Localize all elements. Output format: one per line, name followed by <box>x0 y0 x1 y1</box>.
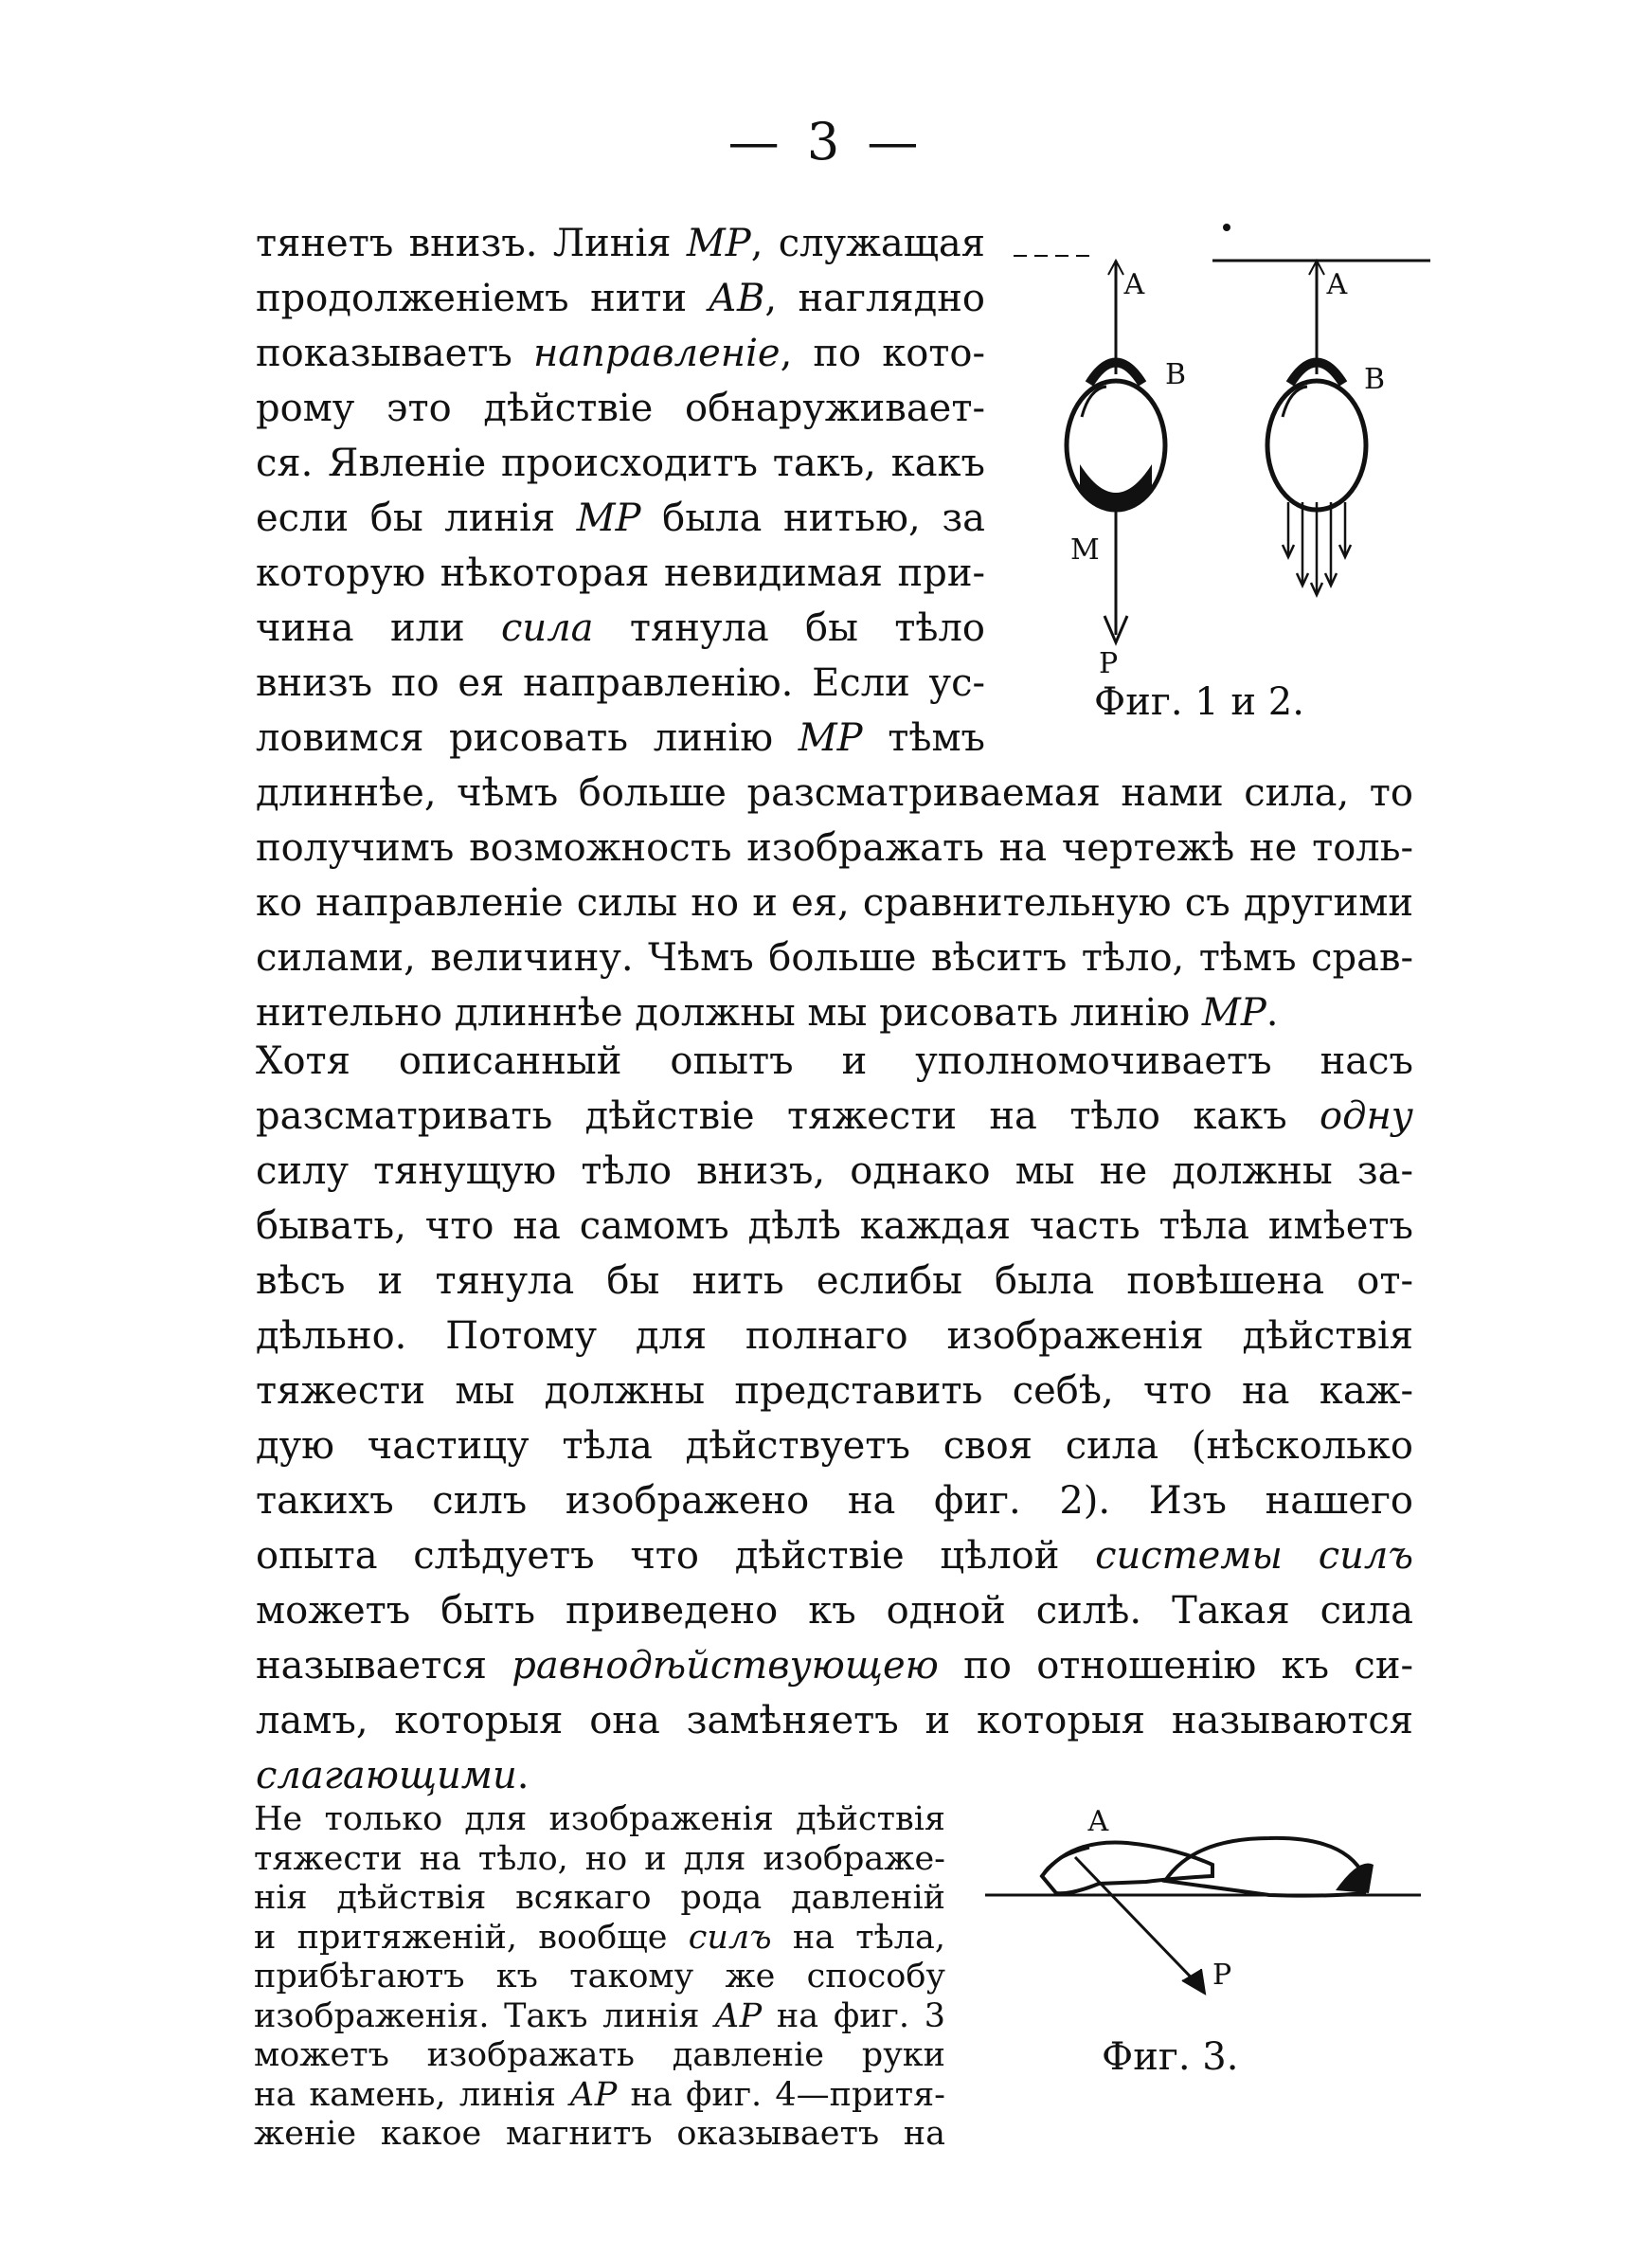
fig3-label-a: А <box>1087 1805 1109 1838</box>
text-span: на камень, линія <box>254 2075 570 2114</box>
text-line <box>256 495 985 542</box>
text-span: тяжести на тѣло, но и для изображе- <box>254 1839 945 1878</box>
text-span: по отношенію къ си- <box>938 1644 1413 1688</box>
text-span: ко направленіе силы но и ея, сравнительную съ другими <box>256 881 1413 925</box>
text-span: изображенія. Такъ линія <box>254 1996 715 2035</box>
emphasis-text: МР <box>686 222 751 265</box>
text-line <box>254 2115 945 2153</box>
text-line <box>256 1532 1413 1580</box>
text-span: на фиг. 4—притя- <box>617 2075 945 2114</box>
fig2-label-b: В <box>1364 363 1386 396</box>
text-line <box>256 1587 1413 1634</box>
text-line <box>254 1997 945 2035</box>
text-line <box>256 220 985 267</box>
text-line <box>254 1879 945 1917</box>
emphasis-text: системы силъ <box>1095 1534 1413 1578</box>
text-line <box>256 1312 1413 1360</box>
text-span: чина или <box>256 606 502 650</box>
text-span: получимъ возможность изображать на чертежѣ не толь- <box>256 826 1413 870</box>
emphasis-text: АР <box>714 1996 763 2035</box>
text-span: , по кото- <box>780 332 985 375</box>
figure-1-and-2 <box>1014 218 1430 711</box>
text-line <box>256 824 1413 872</box>
text-line <box>256 1038 1413 1085</box>
text-line <box>256 330 985 377</box>
emphasis-text: направленіе <box>532 332 781 375</box>
text-line <box>254 2036 945 2074</box>
text-span: ловимся рисовать линію <box>256 716 799 760</box>
text-span: нія дѣйствія всякаго рода давленій <box>254 1879 945 1917</box>
text-span: если бы линія <box>256 497 577 540</box>
text-span: внизъ по ея направленію. Если ус- <box>256 661 985 705</box>
fig1-label-m: М <box>1070 533 1100 567</box>
text-span: . <box>1266 991 1279 1035</box>
fig1-weight <box>1067 261 1186 680</box>
emphasis-text: МР <box>576 497 641 540</box>
emphasis-text: слагающими <box>256 1754 517 1797</box>
text-span: Не только для изображенія дѣйствія <box>254 1800 945 1838</box>
text-line <box>256 934 1413 982</box>
stone-shape <box>1165 1838 1364 1896</box>
fig2-label-a: А <box>1326 268 1348 301</box>
text-span: бывать, что на самомъ дѣлѣ каждая часть тѣла имѣетъ <box>256 1204 1413 1248</box>
fig3-label-p: Р <box>1212 1959 1232 1992</box>
text-span: вѣсъ и тянула бы нить еслибы была повѣшена от- <box>256 1259 1413 1303</box>
text-line <box>256 1697 1413 1744</box>
text-line <box>256 1257 1413 1305</box>
text-line <box>256 275 985 322</box>
text-span: ламъ, которыя она замѣняетъ и которыя называются <box>256 1699 1413 1742</box>
emphasis-text: АР <box>569 2075 618 2114</box>
text-span: нительно длиннѣе должны мы рисовать линію <box>256 991 1202 1035</box>
text-line <box>256 879 1413 927</box>
emphasis-text: силъ <box>688 1918 772 1957</box>
text-span: продолженіемъ нити <box>256 277 709 320</box>
text-span: женіе какое магнитъ оказываетъ на <box>254 2115 945 2153</box>
text-span: которую нѣкоторая невидимая при- <box>256 551 985 595</box>
text-line <box>256 714 985 762</box>
text-line <box>256 1147 1413 1195</box>
text-span: дую частицу тѣла дѣйствуетъ своя сила (нѣсколько <box>256 1424 1413 1468</box>
page-number: — 3 — <box>727 112 925 172</box>
text-line <box>254 1958 945 1995</box>
text-line <box>254 2076 945 2114</box>
emphasis-text: сила <box>501 606 594 650</box>
text-span: , служащая <box>750 222 985 265</box>
text-span: можетъ изображать давленіе руки <box>254 2036 945 2074</box>
fig3-caption: Фиг. 3. <box>1102 2035 1239 2079</box>
text-span: дѣльно. Потому для полнаго изображенія дѣйствія <box>256 1314 1413 1358</box>
fig1-label-a: А <box>1123 268 1145 301</box>
text-span: , наглядно <box>764 277 985 320</box>
text-span: такихъ силъ изображено на фиг. 2). Изъ нашего <box>256 1479 1413 1523</box>
dot-mark <box>1223 224 1230 231</box>
figure-3 <box>985 1791 1421 2009</box>
text-span: называется <box>256 1644 512 1688</box>
text-span: опыта слѣдуетъ что дѣйствіе цѣлой <box>256 1534 1096 1578</box>
text-line <box>256 1422 1413 1470</box>
text-line <box>256 550 985 597</box>
text-span: и притяженій, вообще <box>254 1918 689 1957</box>
text-span: была нитью, за <box>640 497 986 540</box>
emphasis-text: одну <box>1320 1094 1413 1138</box>
text-line <box>256 440 985 487</box>
text-span: Хотя описанный опытъ и уполномочиваетъ насъ <box>256 1039 1413 1083</box>
text-span: силами, величину. Чѣмъ больше вѣситъ тѣло, тѣмъ срав- <box>256 936 1413 980</box>
text-span: тѣмъ <box>862 716 986 760</box>
fig12-caption: Фиг. 1 и 2. <box>1094 680 1304 724</box>
fig1-label-b: В <box>1165 358 1187 391</box>
text-line <box>256 769 1413 817</box>
emphasis-text: равнодѣйствующею <box>512 1644 939 1688</box>
hand-shape <box>1042 1842 1212 1893</box>
text-span: тянетъ внизъ. Линія <box>256 222 687 265</box>
text-line <box>256 1367 1413 1415</box>
text-span: тяжести мы должны представить себѣ, что на каж- <box>256 1369 1413 1413</box>
text-span: рому это дѣйствіе обнаруживает- <box>256 387 985 430</box>
text-span: длиннѣе, чѣмъ больше разсматриваемая нами сила, то <box>256 771 1413 815</box>
text-span: прибѣгаютъ къ такому же способу <box>254 1958 945 1995</box>
text-span: . <box>516 1754 530 1797</box>
text-line <box>256 605 985 652</box>
text-span: разсматривать дѣйствіе тяжести на тѣло какъ <box>256 1094 1320 1138</box>
text-span: на фиг. 3 <box>762 1996 945 2035</box>
text-span: показываетъ <box>256 332 533 375</box>
text-line <box>254 1800 945 1838</box>
emphasis-text: АВ <box>708 277 765 320</box>
text-line <box>254 1919 945 1957</box>
text-span: на тѣла, <box>771 1918 946 1957</box>
emphasis-text: МР <box>798 716 863 760</box>
text-line <box>256 989 1413 1037</box>
text-line <box>256 1477 1413 1525</box>
fig2-weight <box>1267 261 1385 595</box>
text-line <box>256 1092 1413 1140</box>
text-line <box>256 385 985 432</box>
fig1-label-p: Р <box>1099 647 1119 680</box>
text-line <box>256 1202 1413 1250</box>
text-line <box>254 1840 945 1878</box>
text-span: силу тянущую тѣло внизъ, однако мы не должны за- <box>256 1149 1413 1193</box>
text-line <box>256 1642 1413 1689</box>
emphasis-text: МР <box>1201 991 1266 1035</box>
text-span: можетъ быть приведено къ одной силѣ. Такая сила <box>256 1589 1413 1633</box>
text-line <box>256 659 985 707</box>
text-span: тянула бы тѣло <box>593 606 986 650</box>
text-span: ся. Явленіе происходитъ такъ, какъ <box>256 442 985 485</box>
